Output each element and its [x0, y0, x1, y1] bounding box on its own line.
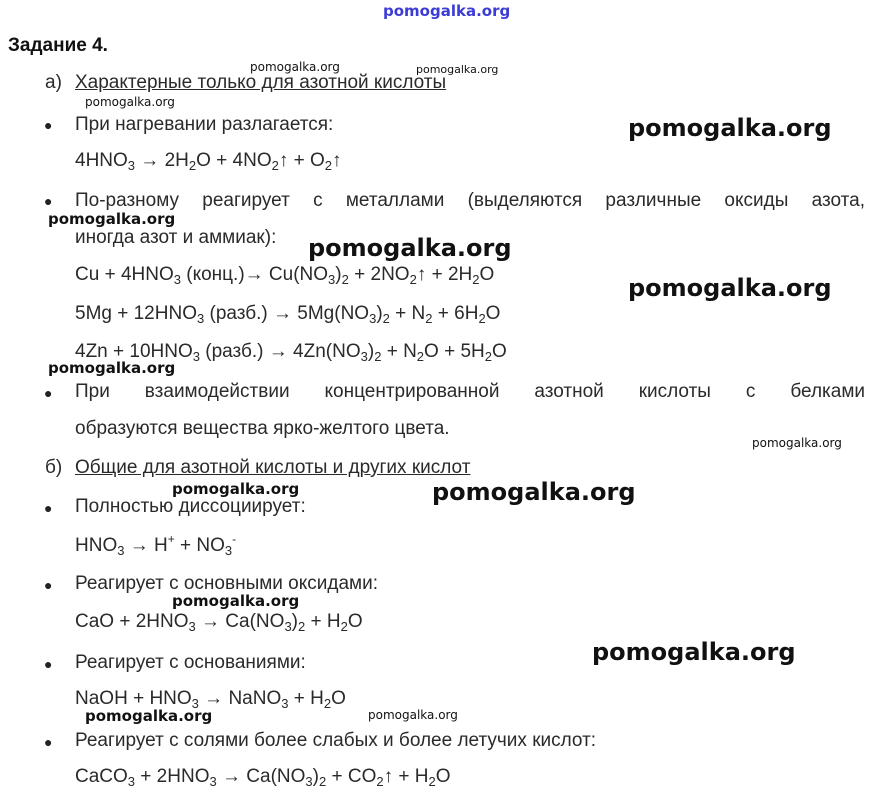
a1-text: При нагревании разлагается:	[75, 114, 334, 135]
watermark: pomogalka.org	[85, 95, 175, 109]
bullet-icon: ●	[44, 656, 53, 672]
a2-equation-2: $5Mg + 12HNO_3$ (разб.) → $5Mg(NO_3)_2 + N_2 + 6H_2O$	[75, 303, 501, 326]
bullet-icon: ●	[44, 734, 53, 750]
watermark-top: pomogalka.org	[383, 2, 511, 20]
a3-line2: образуются вещества ярко-желтого цвета.	[75, 418, 450, 439]
b1-text: Полностью диссоциирует:	[75, 496, 306, 517]
watermark: pomogalka.org	[416, 63, 499, 76]
b4-equation: CaCO$_3$ + $2HNO_3 \to Ca(NO_3)_2$ + $CO_2↑ + H_2O$	[75, 766, 451, 789]
a1-equation: $4HNO_3 \to 2H_2O$ + $4NO_2↑$ + $O_2↑$	[75, 150, 342, 173]
b3-text: Реагирует с основаниями:	[75, 652, 306, 673]
b1-equation: $HNO_3 \to H^+ + NO_3^-$	[75, 532, 237, 558]
watermark: pomogalka.org	[628, 114, 832, 142]
section-a-heading: Характерные только для азотной кислоты	[75, 72, 447, 93]
b4-text: Реагирует с солями более слабых и более летучих кислот:	[75, 730, 597, 751]
watermark: pomogalka.org	[752, 436, 842, 450]
watermark: pomogalka.org	[48, 359, 176, 377]
watermark: pomogalka.org	[172, 592, 300, 610]
section-a-marker: а)	[45, 72, 62, 93]
watermark: pomogalka.org	[48, 210, 176, 228]
watermark: pomogalka.org	[250, 60, 340, 74]
b3-equation: NaOH + $HNO_3$ → NaNO$_3$ + $H_2O$	[75, 688, 346, 711]
section-b-heading: Общие для азотной кислоты и других кислот	[75, 457, 471, 478]
a3-line1: При взаимодействии концентрированной азотной кислоты с белками	[75, 381, 865, 402]
a2-line2: иногда азот и аммиак):	[75, 227, 277, 248]
b2-equation: CaO + $2HNO_3 \to Ca(NO_3)_2 + H_2O$	[75, 611, 363, 634]
watermark: pomogalka.org	[308, 234, 512, 262]
a2-equation-3: $4Zn + 10HNO_3$ (разб.) → $4Zn(NO_3)_2 + N_2O + 5H_2O$	[75, 341, 507, 364]
b2-text: Реагирует с основными оксидами:	[75, 573, 378, 594]
watermark: pomogalka.org	[368, 708, 458, 722]
task-title: Задание 4.	[8, 35, 108, 56]
bullet-icon: ●	[44, 500, 53, 516]
section-b-marker: б)	[45, 457, 63, 478]
watermark: pomogalka.org	[432, 478, 636, 506]
bullet-icon: ●	[44, 117, 53, 133]
watermark: pomogalka.org	[85, 707, 213, 725]
bullet-icon: ●	[44, 385, 53, 401]
bullet-icon: ●	[44, 193, 53, 209]
watermark: pomogalka.org	[592, 638, 796, 666]
a2-line1: По-разному реагирует с металлами (выделяются различные оксиды азота,	[75, 190, 865, 211]
watermark: pomogalka.org	[172, 480, 300, 498]
bullet-icon: ●	[44, 577, 53, 593]
watermark: pomogalka.org	[628, 274, 832, 302]
a2-equation-1: $Cu + 4HNO_3$ (конц.)→ $Cu(NO_3)_2$ + $2NO_2↑ + 2H_2O$	[75, 264, 495, 287]
